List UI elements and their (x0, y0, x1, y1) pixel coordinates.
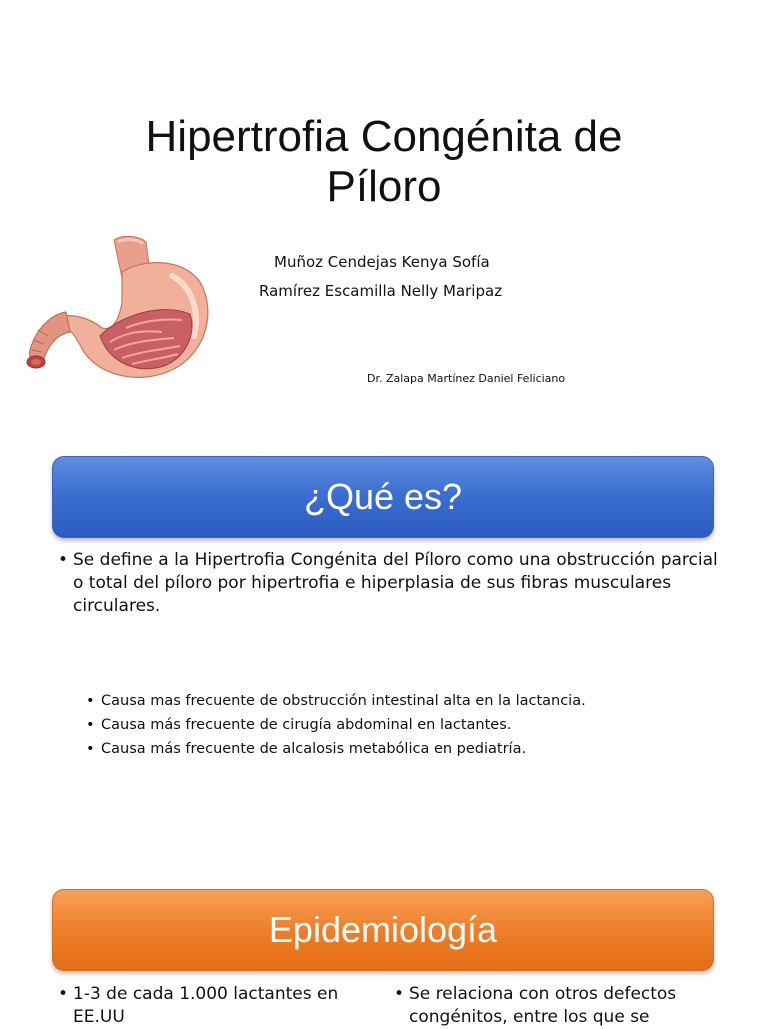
list-item (86, 737, 726, 761)
author-name: Muñoz Cendejas Kenya Sofía (274, 253, 490, 271)
bullet-icon: • (394, 984, 405, 1004)
fact-text: Causa mas frecuente de obstrucción intestinal alta en la lactancia. (101, 693, 586, 709)
bullet-icon: • (86, 693, 95, 709)
definition-text: Se define a la Hipertrofia Congénita del Píloro como una obstrucción parcial o total del píloro por hipertrofia e hiperplasia de sus fibras musculares circulares. (73, 550, 718, 616)
epidemiology-text: 1-3 de cada 1.000 lactantes en EE.UU (73, 984, 339, 1027)
author-name: Ramírez Escamilla Nelly Maripaz (259, 282, 503, 300)
epidemiology-text: Se relaciona con otros defectos congénitos, entre los que se (409, 984, 677, 1027)
fact-text: Causa más frecuente de alcalosis metabólica en pediatría. (101, 741, 527, 757)
bullet-icon: • (86, 741, 95, 757)
page-title: Hipertrofia Congénita de Píloro (145, 112, 623, 211)
bullet-icon: • (86, 717, 95, 733)
epidemiology-left-column (58, 983, 358, 1029)
bullet-icon: • (58, 550, 69, 570)
stomach-illustration (22, 232, 212, 387)
facts-list (86, 689, 726, 761)
bullet-icon: • (58, 984, 69, 1004)
section-heading-epidemiology (52, 889, 714, 971)
definition-paragraph (58, 549, 718, 618)
advisor-name: Dr. Zalapa Martínez Daniel Feliciano (367, 372, 566, 385)
section-heading-text: Epidemiología (268, 909, 498, 950)
epidemiology-right-column (394, 983, 724, 1029)
fact-text: Causa más frecuente de cirugía abdominal en lactantes. (101, 717, 512, 733)
list-item (86, 713, 726, 737)
section-heading-what (52, 456, 714, 538)
section-heading-text: ¿Qué es? (303, 476, 463, 517)
list-item (86, 689, 726, 713)
